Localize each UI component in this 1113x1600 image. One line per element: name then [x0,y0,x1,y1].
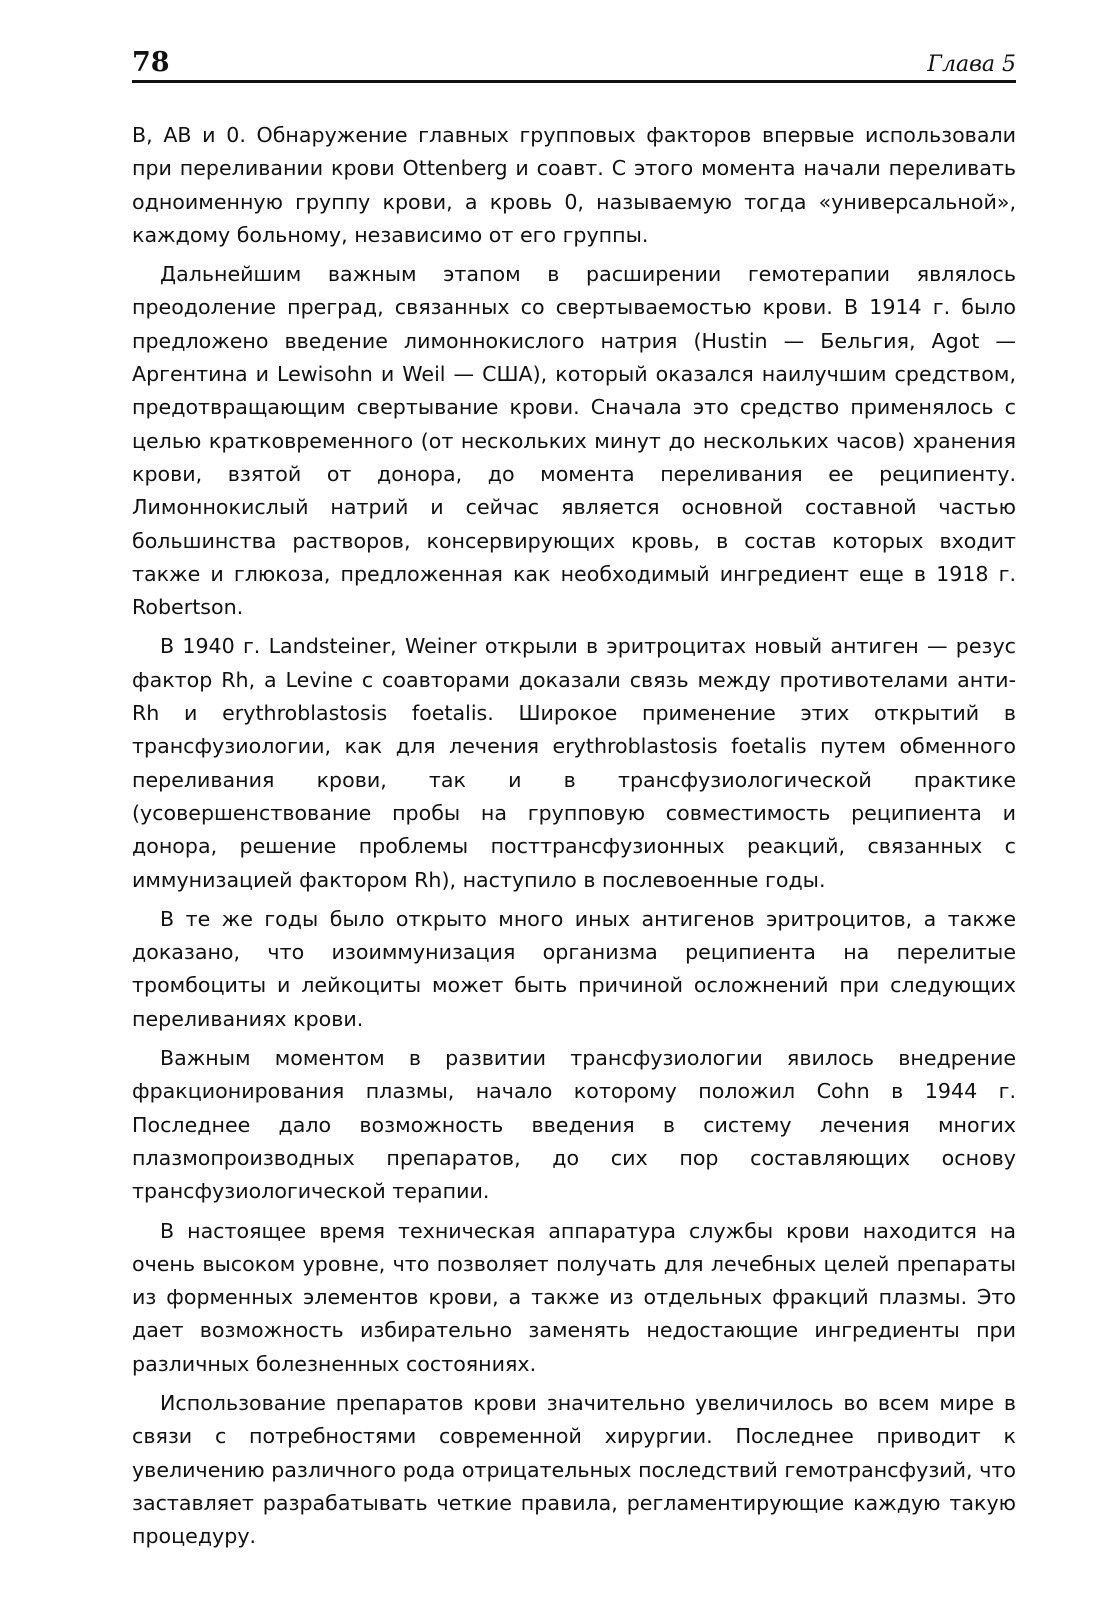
paragraph-3: В 1940 г. Landsteiner, Weiner открыли в эритроцитах новый антиген — резус фактор Rh, а Levine с соавторами доказали связь между противотелами анти-Rh и erythroblastosis foetalis. Широкое применение этих открытий в трансфузиологии, как для лечения erythroblastosis foetalis путем обменного переливания крови, так и в трансфузиологической практике (усовершенствование пробы на групповую совместимость реципиента и донора, решение проблемы посттрансфузионных реакций, связанных с иммунизацией фактором Rh), наступило в послевоенные годы. [132,634,1016,892]
paragraph-6: В настоящее время техническая аппаратура службы крови находится на очень высоком уровне, что позволяет получать для лечебных целей препараты из форменных элементов крови, а также из отдельных фракций плазмы. Это дает возможность избирательно заменять недостающие ингредиенты при различных болезненных состояниях. [132,1218,1016,1376]
paragraph-1: B, AB и 0. Обнаружение главных групповых факторов впервые использовали при переливании крови Ottenberg и соавт. С этого момента начали переливать одноименную группу крови, а кровь 0, называемую тогда «универсальной», каждому больному, независимо от его группы. [132,123,1016,247]
running-head [132,38,1016,83]
paragraph-7: Использование препаратов крови значительно увеличилось во всем мире в связи с потребностями современной хирургии. Последнее приводит к увеличению различного рода отрицательных последствий гемотрансфузий, что заставляет разрабатывать четкие правила, регламентирующие каждую такую процедуру. [132,1390,1016,1549]
paragraph-4: В те же годы было открыто много иных антигенов эритроцитов, а также доказано, что изоиммунизация организма реципиента на перелитые тромбоциты и лейкоциты может быть причиной осложнений при следующих переливаниях крови. [132,906,1016,1031]
chapter-label: Глава 5 [927,52,1016,77]
paragraph-2: Дальнейшим важным этапом в расширении гемотерапии являлось преодоление преград, связанных со свертываемостью крови. В 1914 г. было предложено введение лимоннокислого натрия (Hustin — Бельгия, Agot — Аргентина и Lewisohn и Weil — США), который оказался наилучшим средством, предотвращающим свертывание крови. Сначала это средство применялось с целью кратковременного (от нескольких минут до нескольких часов) хранения крови, взятой от донора, до момента переливания ее реципиенту. Лимоннокислый натрий и сейчас является основной составной частью большинства растворов, консервирующих кровь, в состав которых входит также и глюкоза, предложенная как необходимый ингредиент еще в 1918 г. Robertson. [132,262,1016,620]
page-number: 78 [132,47,170,78]
body-text [132,119,1016,1553]
paragraph-5: Важным моментом в развитии трансфузиологии явилось внедрение фракционирования плазмы, начало которому положил Cohn в 1944 г. Последнее дало возможность введения в систему лечения многих плазмопроизводных препаратов, до сих пор составляющих основу трансфузиологической терапии. [132,1046,1016,1204]
